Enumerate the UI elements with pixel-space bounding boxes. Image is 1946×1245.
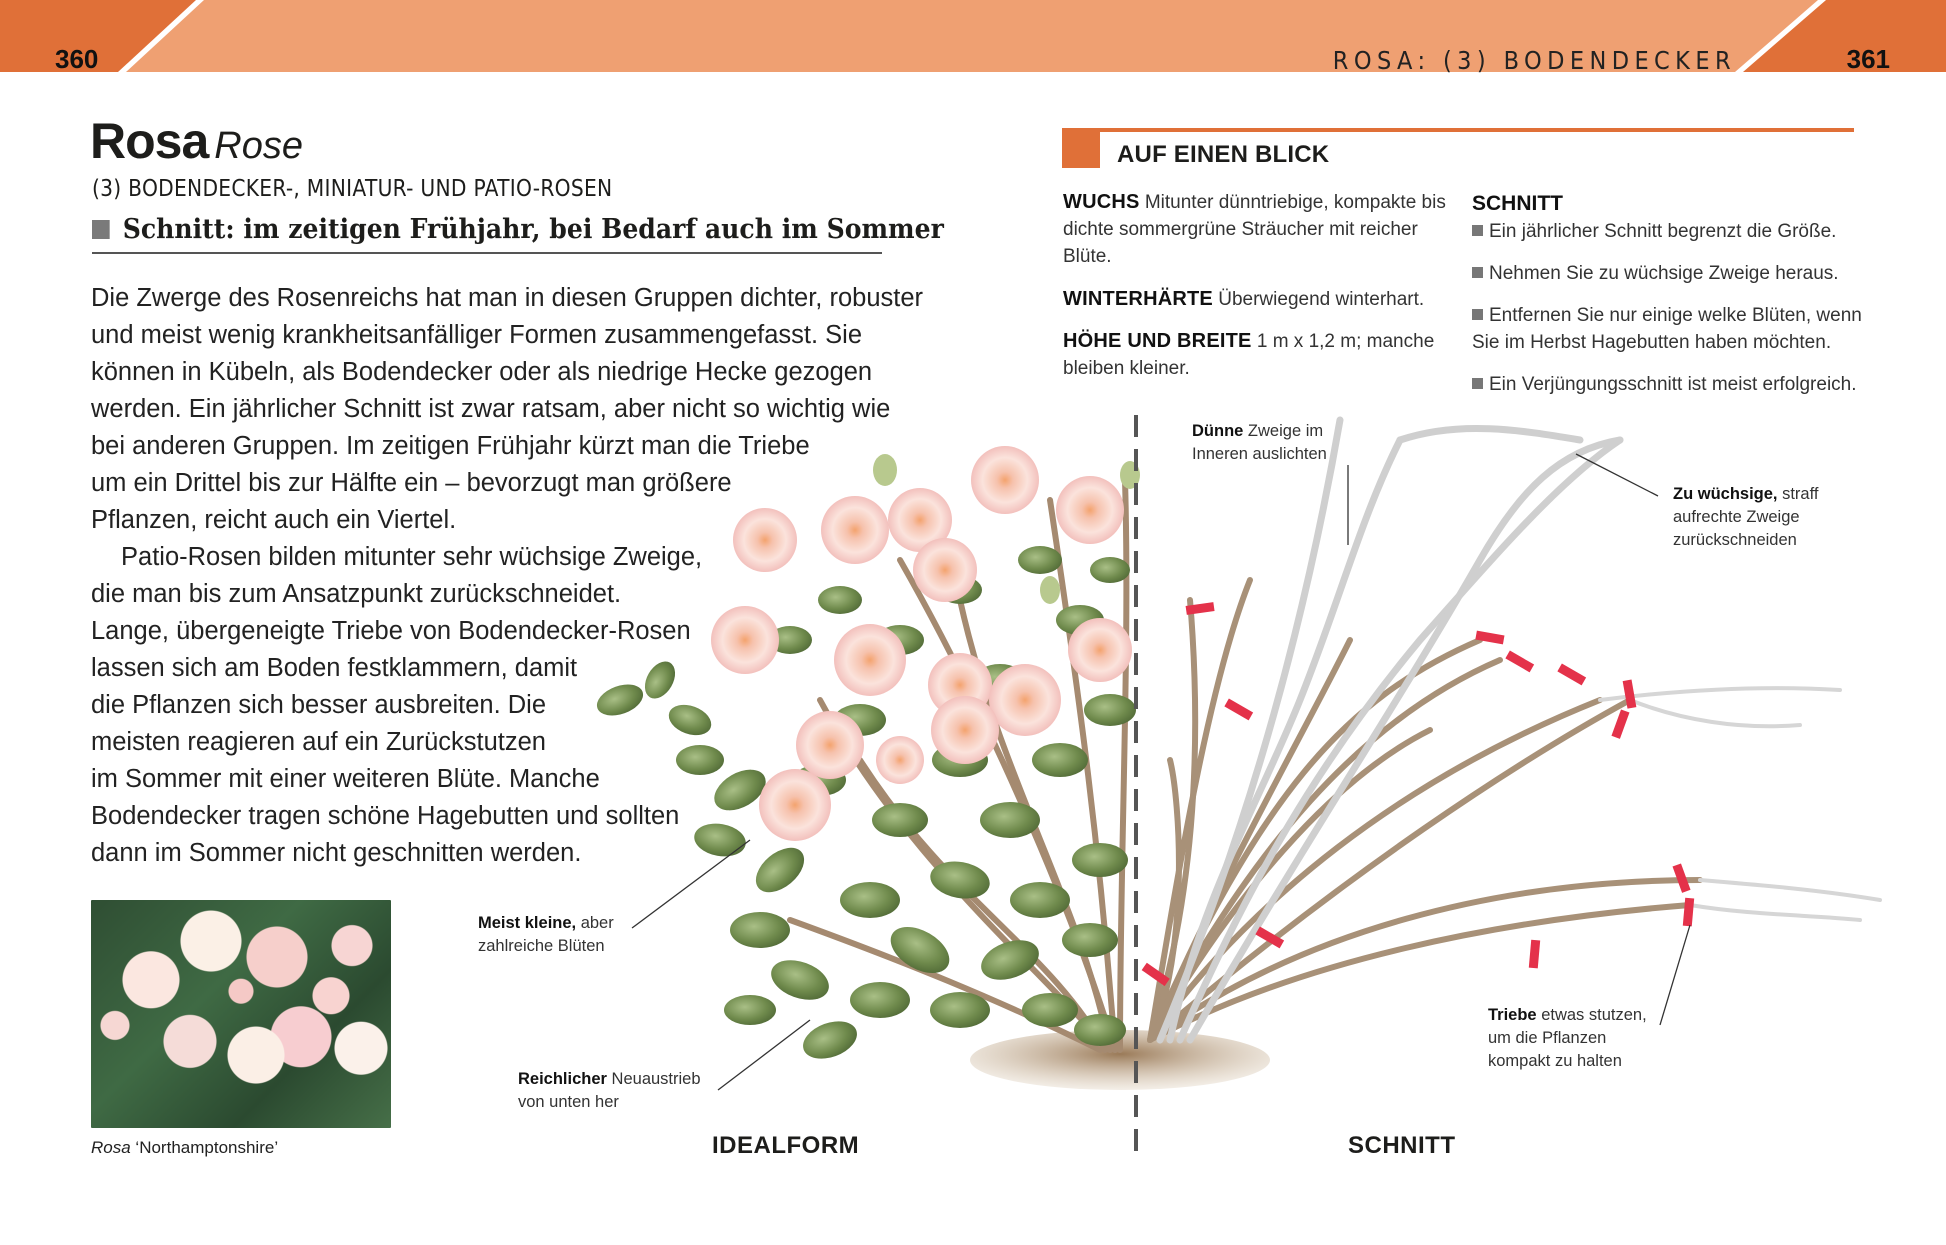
- glance-title: AUF EINEN BLICK: [1117, 141, 1330, 168]
- growth-text: Mitunter dünntriebige, kompakte bis dichte sommergrüne Sträucher mit reicher Blüte.: [1063, 192, 1446, 267]
- body-line: um ein Drittel bis zur Hälfte ein – bevorzugt man größere: [91, 469, 732, 497]
- pruning-time-text: Schnitt: im zeitigen Frühjahr, bei Bedarf auch im Sommer: [122, 214, 944, 245]
- body-line: Patio-Rosen bilden mitunter sehr wüchsige Zweige,: [121, 543, 703, 571]
- callout-trim-bold: Triebe: [1488, 1006, 1537, 1024]
- callout-flowers-line2: zahlreiche Blüten: [478, 937, 605, 955]
- body-line: bei anderen Gruppen. Im zeitigen Frühjahr kürzt man die Triebe: [91, 432, 810, 460]
- subtitle: (3) BODENDECKER-, MINIATUR- UND PATIO-ROSEN: [92, 176, 613, 202]
- callout-shoots-rest: Neuaustrieb: [606, 1070, 701, 1088]
- pruning-bullet-text: Ein Verjüngungsschnitt ist meist erfolgreich.: [1489, 374, 1857, 395]
- callout-trim-rest: etwas stutzen,: [1536, 1006, 1647, 1024]
- title-latin: Rosa: [90, 113, 209, 169]
- page-number-left: 360: [55, 44, 99, 74]
- pruning-bullet-text: Entfernen Sie nur einige welke Blüten, wenn Sie im Herbst Hagebutten haben möchten.: [1472, 305, 1862, 353]
- pruning-bullet-text: Nehmen Sie zu wüchsige Zweige heraus.: [1489, 263, 1839, 284]
- callout-shoots-line2: von unten her: [518, 1093, 619, 1111]
- hardiness-label: WINTERHÄRTE: [1063, 288, 1213, 310]
- callout-flowers-bold: Meist kleine,: [478, 914, 577, 932]
- callout-shoots-bold: Reichlicher: [518, 1070, 607, 1088]
- body-line: die Pflanzen sich besser ausbreiten. Die: [91, 691, 547, 719]
- running-head: ROSA: (3) BODENDECKER: [1332, 46, 1736, 75]
- callout-vigorous-rest: straff: [1777, 485, 1819, 503]
- body-line: Die Zwerge des Rosenreichs hat man in diesen Gruppen dichter, robuster: [91, 284, 924, 312]
- callout-trim-shoots: [1488, 1004, 1647, 1073]
- growth-label: WUCHS: [1063, 191, 1140, 213]
- callout-trim-line2: um die Pflanzen: [1488, 1029, 1607, 1047]
- body-line: und meist wenig krankheitsanfälliger Formen zusammengefasst. Sie: [91, 321, 863, 349]
- label-schnitt: SCHNITT: [1348, 1132, 1456, 1159]
- trimmed-tips-icon: [1600, 688, 1880, 920]
- body-line: können in Kübeln, als Bodendecker oder als niedrige Hecke gezogen: [91, 358, 873, 386]
- body-line: im Sommer mit einer weiteren Blüte. Manche: [91, 765, 600, 793]
- label-idealform: IDEALFORM: [712, 1132, 860, 1159]
- body-line: meisten reagieren auf ein Zurückstutzen: [91, 728, 546, 756]
- callout-thin-rest: Zweige im: [1243, 422, 1324, 440]
- pruning-label: SCHNITT: [1472, 192, 1563, 215]
- callout-trim-line3: kompakt zu halten: [1488, 1052, 1622, 1070]
- body-line: Lange, übergeneigte Triebe von Bodendecker-Rosen: [91, 617, 691, 645]
- body-line: die man bis zum Ansatzpunkt zurückschneidet.: [91, 580, 622, 608]
- ideal-vs-cut-divider: [1134, 415, 1138, 1155]
- size-label: HÖHE UND BREITE: [1063, 330, 1252, 352]
- pruning-bullet-text: Ein jährlicher Schnitt begrenzt die Größe.: [1489, 221, 1837, 242]
- page-number-right: 361: [1846, 44, 1890, 74]
- hardiness-text: Überwiegend winterhart.: [1218, 289, 1425, 310]
- title-common: Rose: [214, 125, 303, 167]
- callout-thin-line2: Inneren auslichten: [1192, 445, 1327, 463]
- caption-latin: Rosa: [91, 1138, 131, 1157]
- callout-new-shoots: [518, 1068, 701, 1114]
- body-line: dann im Sommer nicht geschnitten werden.: [91, 839, 582, 867]
- body-line: Pflanzen, reicht auch ein Viertel.: [91, 506, 457, 534]
- callout-vigorous-line2: aufrechte Zweige: [1673, 508, 1800, 526]
- body-line: werden. Ein jährlicher Schnitt ist zwar ratsam, aber nicht so wichtig wie: [91, 395, 891, 423]
- callout-thin-branches: [1192, 420, 1327, 466]
- callout-vigorous-branches: [1673, 483, 1818, 552]
- body-line: lassen sich am Boden festklammern, damit: [91, 654, 578, 682]
- callout-flowers: [478, 912, 614, 958]
- size-text: 1 m x 1,2 m; manche bleiben kleiner.: [1063, 331, 1435, 379]
- body-line: Bodendecker tragen schöne Hagebutten und sollten: [91, 802, 680, 830]
- caption-cultivar: ‘Northamptonshire’: [135, 1138, 279, 1157]
- callout-vigorous-bold: Zu wüchsige,: [1673, 485, 1778, 503]
- callout-flowers-rest: aber: [576, 914, 614, 932]
- callout-vigorous-line3: zurückschneiden: [1673, 531, 1797, 549]
- callout-thin-bold: Dünne: [1192, 422, 1244, 440]
